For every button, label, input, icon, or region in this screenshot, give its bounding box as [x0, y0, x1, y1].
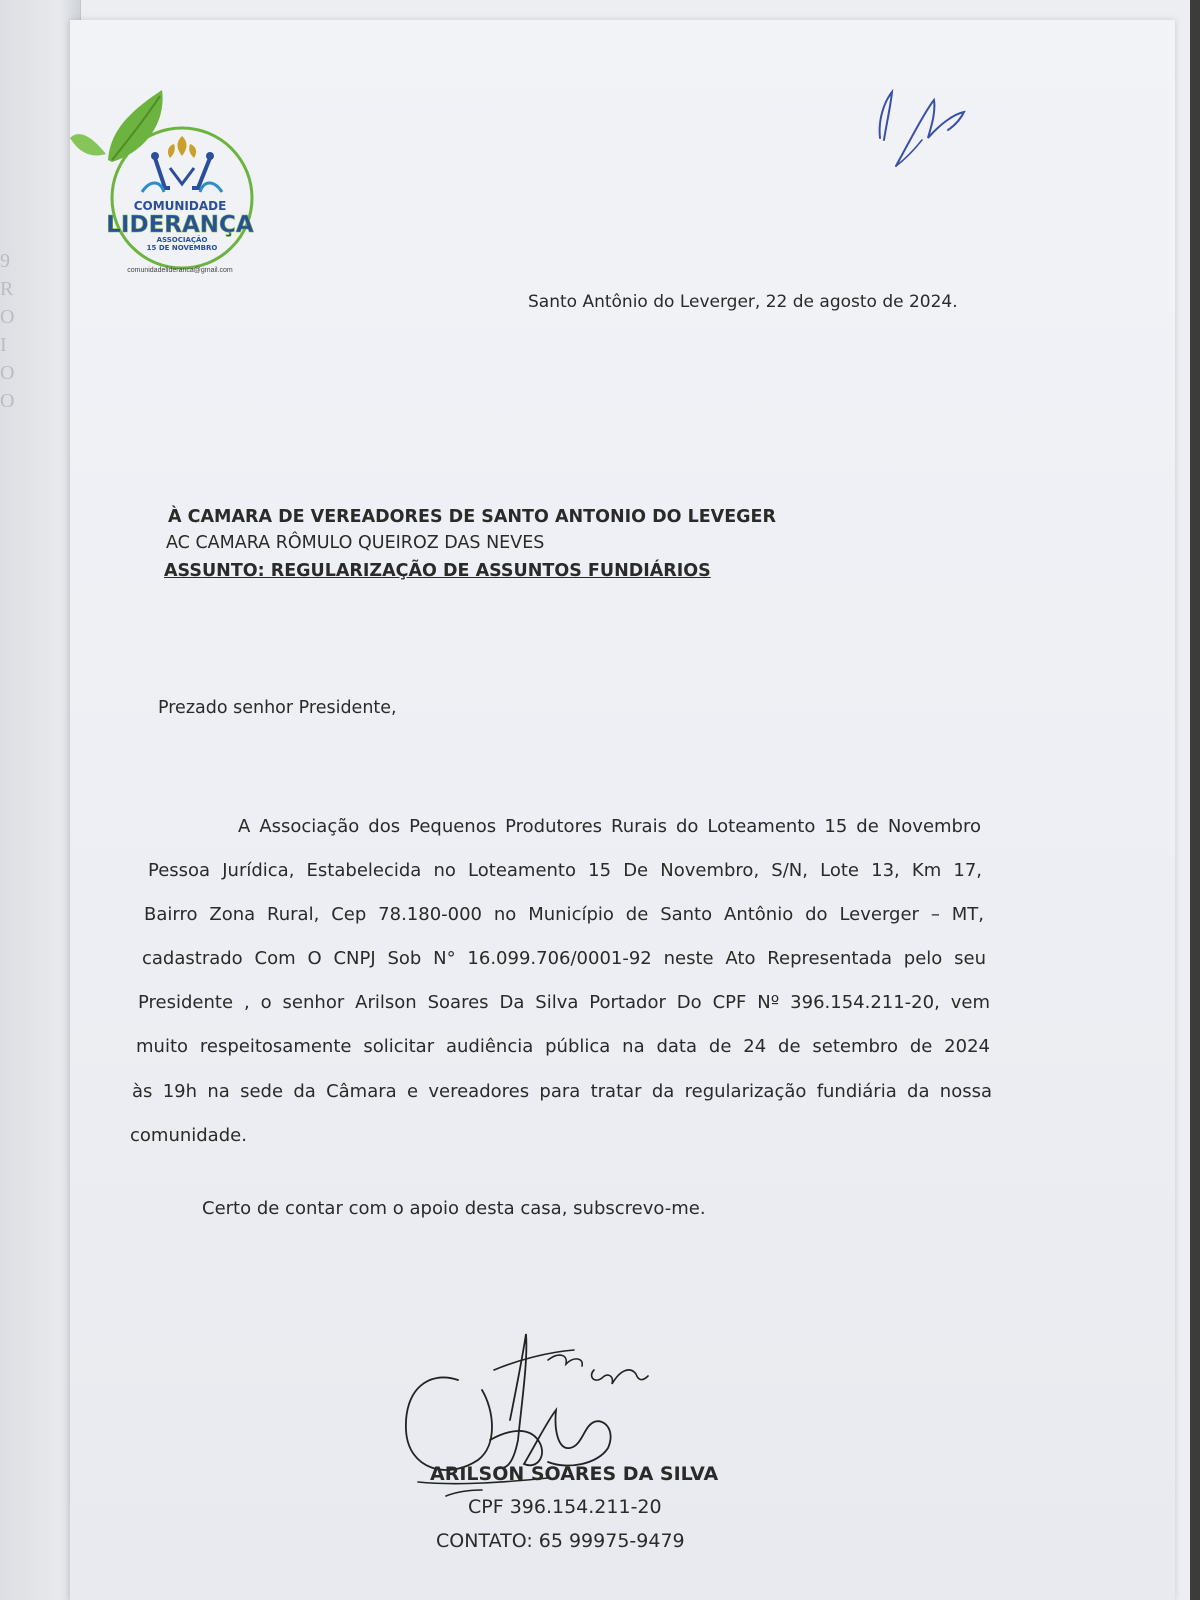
attention-line: AC CAMARA RÔMULO QUEIROZ DAS NEVES: [166, 533, 545, 553]
body-line-1: A Associação dos Pequenos Produtores Rurais do Loteamento 15 de Novembro: [238, 816, 981, 837]
body-line-8: comunidade.: [130, 1125, 247, 1146]
logo-line-1: COMUNIDADE: [133, 199, 227, 213]
recipient-line: À CAMARA DE VEREADORES DE SANTO ANTONIO DO LEVEGER: [168, 507, 776, 527]
left-page-edge: 9 R O I O O: [0, 0, 81, 1600]
body-line-5: Presidente , o senhor Arilson Soares Da Silva Portador Do CPF Nº 396.154.211-20, vem: [138, 992, 990, 1013]
handwritten-signature: [398, 1330, 668, 1520]
body-line-6: muito respeitosamente solicitar audiência pública na data de 24 de setembro de 2024: [136, 1036, 990, 1057]
signatory-name: ARILSON SOARES DA SILVA: [430, 1463, 719, 1485]
salutation: Prezado senhor Presidente,: [158, 698, 397, 718]
logo-line-4: 15 DE NOVEMBRO: [146, 244, 218, 252]
body-line-7: às 19h na sede da Câmara e vereadores para tratar da regularização fundiária da nossa: [132, 1081, 992, 1102]
letter-page: [70, 20, 1175, 1600]
signatory-cpf: CPF 396.154.211-20: [468, 1496, 662, 1518]
subject-line: ASSUNTO: REGULARIZAÇÃO DE ASSUNTOS FUNDIÁRIOS: [164, 561, 711, 581]
closing-line: Certo de contar com o apoio desta casa, subscrevo-me.: [202, 1198, 706, 1219]
body-line-3: Bairro Zona Rural, Cep 78.180-000 no Município de Santo Antônio do Leverger – MT,: [144, 904, 984, 925]
signatory-contact: CONTATO: 65 99975-9479: [436, 1530, 685, 1552]
logo-line-3: ASSOCIAÇÃO: [156, 236, 208, 244]
association-logo: [70, 88, 265, 280]
logo-email: comunidadelideranca@gmail.com: [127, 267, 233, 274]
body-line-2: Pessoa Jurídica, Estabelecida no Loteamento 15 De Novembro, S/N, Lote 13, Km 17,: [148, 860, 982, 881]
body-line-4: cadastrado Com O CNPJ Sob N° 16.099.706/0001-92 neste Ato Representada pelo seu: [142, 948, 986, 969]
handwritten-initials: [870, 80, 980, 180]
date-line: Santo Antônio do Leverger, 22 de agosto de 2024.: [528, 292, 958, 312]
logo-line-2: LIDERANÇA: [106, 212, 254, 238]
